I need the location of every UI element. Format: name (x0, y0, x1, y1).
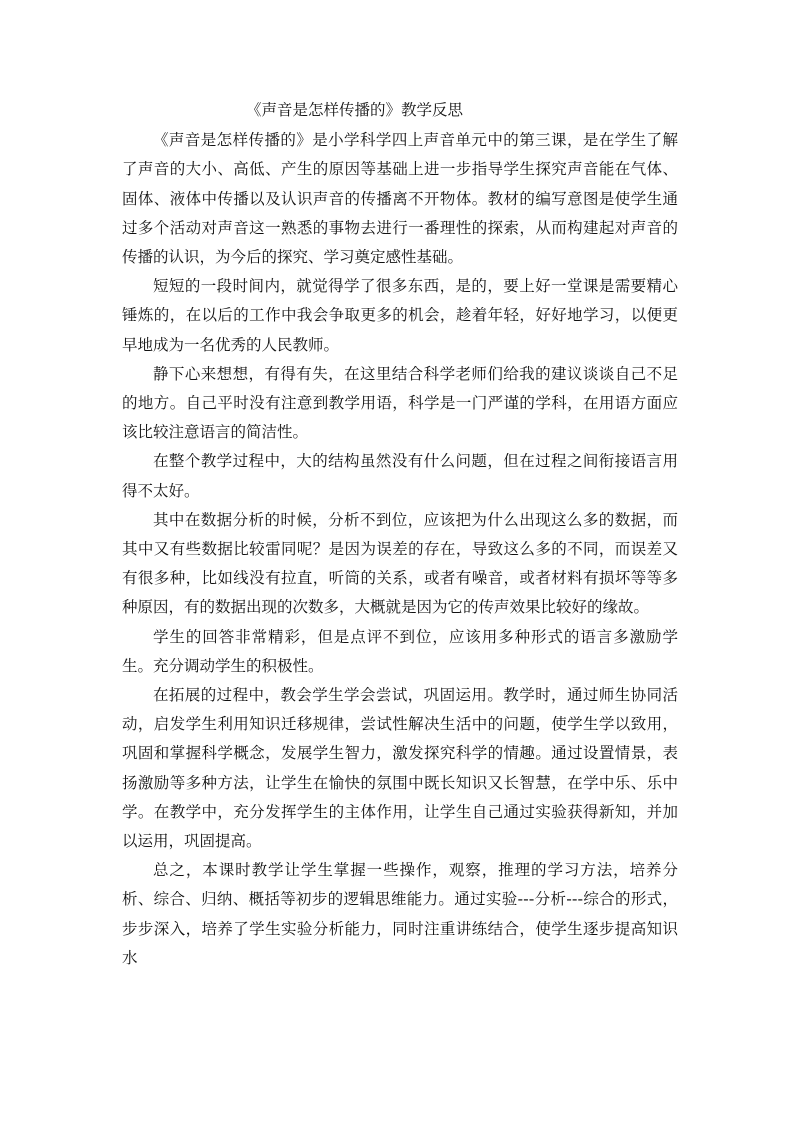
paragraph-5: 其中在数据分析的时候，分析不到位，应该把为什么出现这么多的数据，而其中又有些数据比较雷同呢？是因为误差的存在，导致这么多的不同，而误差又有很多种，比如线没有拉直，听筒的关系，或者有噪音，或者材料有损坏等等多种原因，有的数据出现的次数多，大概就是因为它的传声效果比较好的缘故。 (122, 510, 678, 617)
paragraph-1: 《声音是怎样传播的》是小学科学四上声音单元中的第三课，是在学生了解了声音的大小、高低、产生的原因等基础上进一步指导学生探究声音能在气体、固体、液体中传播以及认识声音的传播离不开物体。教材的编写意图是使学生通过多个活动对声音这一熟悉的事物去进行一番理性的探索，从而构建起对声音的传播的认识，为今后的探究、学习奠定感性基础。 (122, 131, 678, 267)
document-title: 《声音是怎样传播的》教学反思 (246, 101, 464, 119)
paragraph-6: 学生的回答非常精彩，但是点评不到位，应该用多种形式的语言多激励学生。充分调动学生的积极性。 (122, 627, 678, 675)
paragraph-8: 总之，本课时教学让学生掌握一些操作，观察，推理的学习方法，培养分析、综合、归纳、概括等初步的逻辑思维能力。通过实验---分析---综合的形式，步步深入，培养了学生实验分析能力，同时注重讲练结合，使学生逐步提高知识水 (122, 861, 678, 967)
paragraph-7: 在拓展的过程中，教会学生学会尝试，巩固运用。教学时，通过师生协同活动，启发学生利用知识迁移规律，尝试性解决生活中的问题，使学生学以致用，巩固和掌握科学概念，发展学生智力，激发探究科学的情趣。通过设置情景，表扬激励等多种方法，让学生在愉快的氛围中既长知识又长智慧，在学中乐、乐中学。在教学中，充分发挥学生的主体作用，让学生自己通过实验获得新知，并加以运用，巩固提高。 (122, 686, 678, 851)
document-body (122, 96, 678, 973)
paragraph-3: 静下心来想想，有得有失，在这里结合科学老师们给我的建议谈谈自己不足的地方。自己平时没有注意到教学用语，科学是一门严谨的学科，在用语方面应该比较注意语言的简洁性。 (122, 364, 678, 442)
paragraph-2: 短短的一段时间内，就觉得学了很多东西，是的，要上好一堂课是需要精心锤炼的，在以后的工作中我会争取更多的机会，趁着年轻，好好地学习，以便更早地成为一名优秀的人民教师。 (122, 277, 678, 354)
paragraph-4: 在整个教学过程中，大的结构虽然没有什么问题，但在过程之间衔接语言用得不太好。 (122, 452, 678, 500)
